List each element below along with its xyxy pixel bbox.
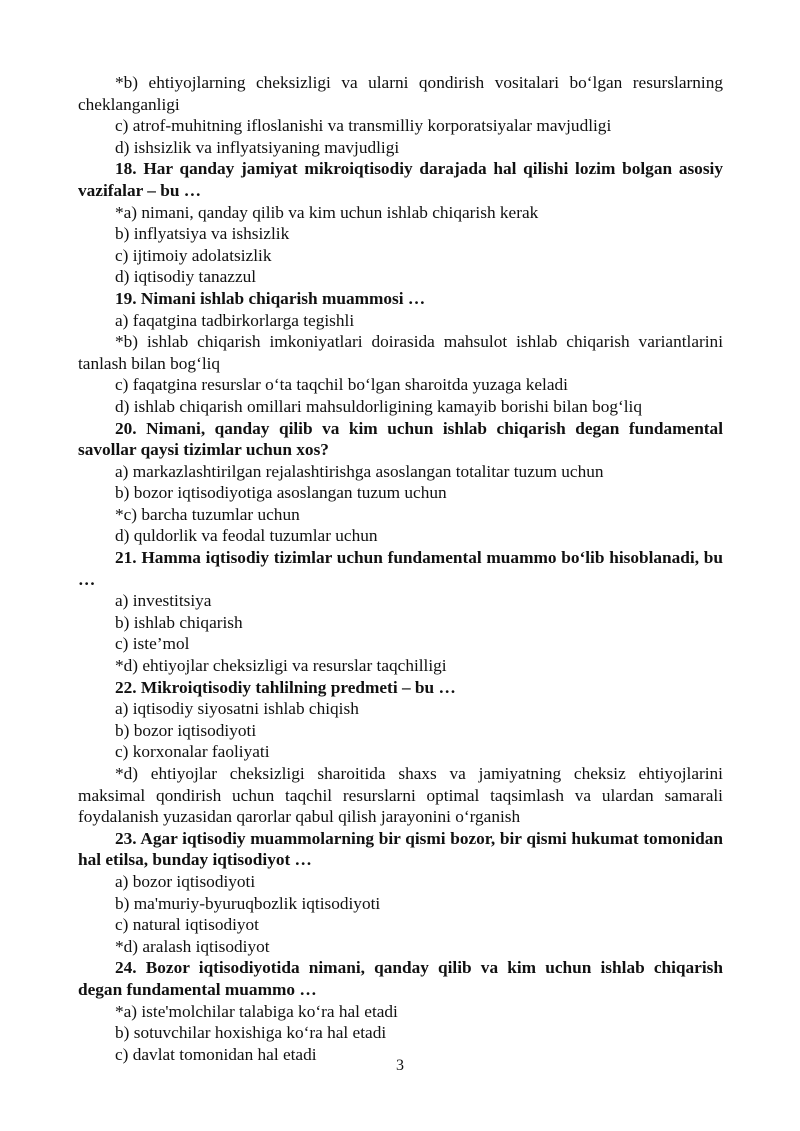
answer-option: d) iqtisodiy tanazzul <box>115 267 257 287</box>
answer-option: c) korxonalar faoliyati <box>115 742 270 762</box>
answer-option: c) ijtimoiy adolatsizlik <box>115 245 272 265</box>
answer-option: b) bozor iqtisodiyoti <box>115 720 257 740</box>
answer-option: b) sotuvchilar hoxishiga ko‘ra hal etadi <box>115 1023 387 1043</box>
answer-option: *a) nimani, qanday qilib va kim uchun ishlab chiqarish kerak <box>115 202 539 222</box>
question-text: 20. Nimani, qanday qilib va kim uchun ishlab chiqarish degan fundamental savollar qaysi tizimlar uchun xos? <box>78 418 723 460</box>
answer-option: b) inflyatsiya va ishsizlik <box>115 224 290 244</box>
answer-option: c) faqatgina resurslar o‘ta taqchil bo‘lgan sharoitda yuzaga keladi <box>115 375 568 395</box>
question-text: 22. Mikroiqtisodiy tahlilning predmeti – bu … <box>115 677 456 697</box>
question-text: 21. Hamma iqtisodiy tizimlar uchun fundamental muammo bo‘lib hisoblanadi, bu … <box>78 548 723 589</box>
answer-option: d) ishlab chiqarish omillari mahsuldorligining kamayib borishi bilan bog‘liq <box>115 396 643 416</box>
answer-option: *b) ehtiyojlarning cheksizligi va ularni qondirish vositalari bo‘lgan resurslarning cheklanganligi <box>78 73 723 114</box>
answer-option: a) investitsiya <box>115 591 212 611</box>
answer-option: *d) aralash iqtisodiyot <box>115 936 270 956</box>
answer-option: b) bozor iqtisodiyotiga asoslangan tuzum uchun <box>115 483 447 503</box>
answer-option: a) iqtisodiy siyosatni ishlab chiqish <box>115 699 359 719</box>
page-number: 3 <box>396 1057 404 1074</box>
answer-option: b) ma'muriy-byuruqbozlik iqtisodiyoti <box>115 893 381 913</box>
answer-option: *d) ehtiyojlar cheksizligi sharoitida shaxs va jamiyatning cheksiz ehtiyojlarini maksimal qondirish uchun taqchil resurslarni optimal taqsimlash va ulardan samarali foydalanish yuzasidan qarorlar qabul qilish jarayonini o‘rganish <box>78 764 723 827</box>
question-text: 24. Bozor iqtisodiyotida nimani, qanday qilib va kim uchun ishlab chiqarish degan fundamental muammo … <box>78 958 723 999</box>
question-text: 18. Har qanday jamiyat mikroiqtisodiy darajada hal qilishi lozim bolgan asosiy vazifalar – bu … <box>78 159 723 200</box>
answer-option: a) markazlashtirilgan rejalashtirishga asoslangan totalitar tuzum uchun <box>115 461 604 481</box>
answer-option: b) ishlab chiqarish <box>115 612 243 632</box>
answer-option: d) quldorlik va feodal tuzumlar uchun <box>115 526 378 546</box>
answer-option: c) atrof-muhitning ifloslanishi va transmilliy korporatsiyalar mavjudligi <box>115 116 612 136</box>
answer-option: c) davlat tomonidan hal etadi <box>115 1044 317 1064</box>
answer-option: *d) ehtiyojlar cheksizligi va resurslar taqchilligi <box>115 656 447 676</box>
answer-option: a) bozor iqtisodiyoti <box>115 871 256 891</box>
question-text: 23. Agar iqtisodiy muammolarning bir qismi bozor, bir qismi hukumat tomonidan hal etilsa, bunday iqtisodiyot … <box>78 828 723 870</box>
answer-option: d) ishsizlik va inflyatsiyaning mavjudligi <box>115 137 400 157</box>
answer-option: *a) iste'molchilar talabiga ko‘ra hal etadi <box>115 1001 398 1021</box>
answer-option: c) iste’mol <box>115 634 190 654</box>
page-content <box>78 72 723 1065</box>
answer-option: *b) ishlab chiqarish imkoniyatlari doirasida mahsulot ishlab chiqarish variantlarini tanlash bilan bog‘liq <box>78 332 723 373</box>
answer-option: c) natural iqtisodiyot <box>115 915 259 935</box>
answer-option: a) faqatgina tadbirkorlarga tegishli <box>115 310 355 330</box>
answer-option: *c) barcha tuzumlar uchun <box>115 504 300 524</box>
question-text: 19. Nimani ishlab chiqarish muammosi … <box>115 288 426 308</box>
